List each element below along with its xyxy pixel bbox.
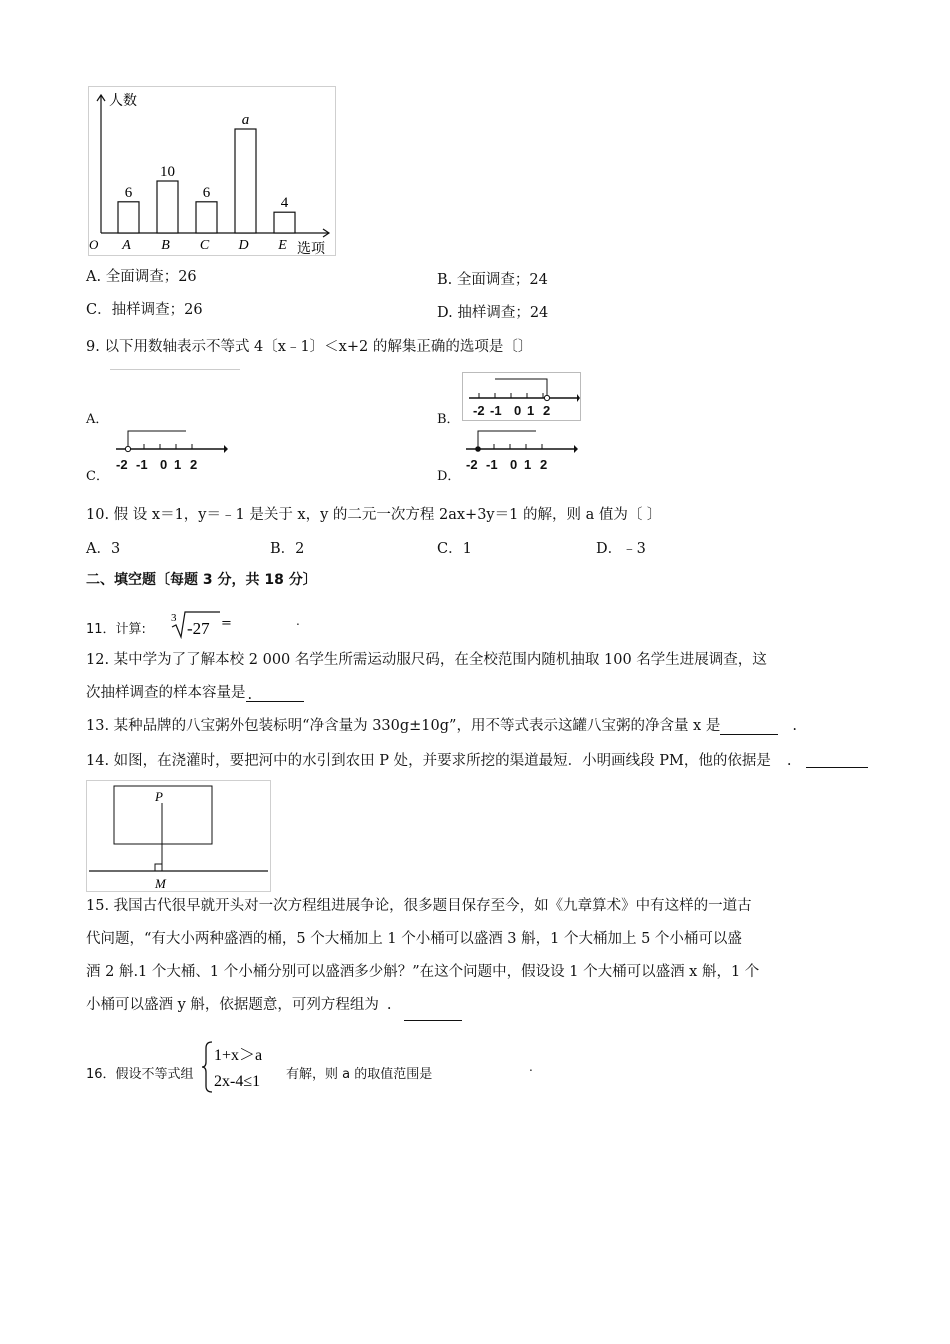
q15-answer-blank[interactable] [404,1020,462,1021]
tick-label: 2 [190,457,198,472]
q8-option-d: D. 抽样调查；24 [437,305,549,321]
number-line-c [112,428,230,476]
q11-equals: = [221,616,232,631]
inequality-system [202,1040,286,1094]
q12-line-2 [86,681,304,702]
label-m: M [155,876,166,891]
q16-prefix: 16．假设不等式组 [86,1067,194,1082]
bar [274,212,295,233]
tick-label: -2 [116,457,128,472]
tick-label: 0 [514,403,522,418]
bar-data-label: 4 [280,195,289,212]
radicand: -27 [187,619,210,638]
bar [157,181,178,233]
q12-answer-blank[interactable] [246,685,304,702]
q15-dot: . [386,997,392,1013]
q14-dot: . [786,753,792,769]
q14-line [86,749,791,770]
q8-option-a: A. 全面调查；26 [86,269,197,285]
tick-label: 1 [524,457,532,472]
q9-option-d-label: D． [437,469,461,484]
q9-option-a-label: A． [86,412,109,427]
category-tick-label: B [161,238,170,253]
radical-index: 3 [171,612,177,624]
bar [235,129,256,233]
category-tick-label: E [278,238,287,253]
tick-label: -2 [473,403,485,418]
tick-label: 0 [510,457,518,472]
tick-label: 2 [540,457,548,472]
q10-stem: 10. 假 设 x＝1，y＝﹣1 是关于 x，y 的二元一次方程 2ax+3y＝1 的解，则 a 值为〔 〕 [86,507,662,523]
field-river-svg [87,781,270,891]
inequality-brace-svg [202,1040,286,1094]
category-tick-label: A [122,238,131,253]
number-line-c-svg [112,428,230,476]
tick-label: 0 [160,457,168,472]
q11-dot: . [296,614,300,628]
q16-suffix: 有解，则 a 的取值范围是 [286,1067,433,1082]
bar-data-label: 6 [202,184,211,201]
number-line-b [462,372,581,421]
q12-dot: . [247,687,253,703]
q12-line-2-text: 次抽样调查的样本容量是 [86,685,246,701]
bar [196,202,217,233]
label-p: P [155,789,163,804]
q15-line-1: 15. 我国古代很早就开头对一次方程组进展争论，很多题目保存至今，如《九章算术》中有这样的一道古 [86,898,752,914]
q12-line-1: 12. 某中学为了了解本校 2 000 名学生所需运动服尺码，在全校范围内随机抽取 100 名学生进展调查，这 [86,652,767,668]
category-tick-label: C [199,238,210,253]
q14-answer-blank[interactable] [806,767,868,768]
x-axis-label: 选项 [297,241,325,255]
q13-text: 13. 某种品牌的八宝粥外包装标明“净含量为 330g±10g”，用不等式表示这罐八宝粥的净含量 x 是 [86,718,721,734]
tick-label: -1 [136,457,148,472]
q16-dot: . [529,1060,533,1074]
q15-line-4-text: 小桶可以盛酒 y 斛，依据题意，可列方程组为 [86,997,379,1013]
field-river-figure [86,780,271,892]
q9-option-a-figure [110,369,240,370]
bar-chart-svg [89,87,335,255]
bar-data-label: a [241,112,250,128]
q9-option-b-label: B． [437,412,460,427]
q15-line-3: 酒 2 斛.1 个大桶、1 个小桶分别可以盛酒多少斛？”在这个问题中，假设设 1 个大桶可以盛酒 x 斛，1 个 [86,964,760,980]
section-title: 二、填空题〔每题 3 分，共 18 分〕 [86,572,317,588]
q8-option-b: B. 全面调查；24 [437,272,548,288]
q11-prefix: 11．计算: [86,622,146,637]
q15-line-4 [86,993,392,1014]
q13-answer-blank[interactable] [720,718,778,735]
bar-chart [88,86,336,256]
inequality-1: 1+x＞a [214,1047,263,1064]
category-tick-label: D [238,238,249,253]
tick-label: -1 [490,403,502,418]
tick-label: -1 [486,457,498,472]
q10-option-a: A．3 [86,541,121,557]
tick-label: 1 [174,457,182,472]
tick-label: 1 [527,403,535,418]
radical-sign [170,609,222,639]
number-line-d-svg [462,428,580,476]
number-line-d [462,428,580,476]
cube-root-expression [170,609,222,639]
q13-line [86,714,797,735]
number-line-b-svg [463,373,580,420]
q15-line-2: 代问题，“有大小两种盛酒的桶，5 个大桶加上 1 个小桶可以盛酒 3 斛，1 个大桶加上 5 个小桶可以盛 [86,931,742,947]
inequality-2: 2x-4≤1 [214,1073,261,1090]
bar [118,202,139,233]
origin-label: O [89,237,99,252]
y-axis-label: 人数 [109,93,137,109]
q10-option-d: D．﹣3 [596,541,646,557]
q8-option-c: C．抽样调查；26 [86,302,203,318]
q10-option-c: C．1 [437,541,472,557]
q10-option-b: B．2 [270,541,305,557]
tick-label: -2 [466,457,478,472]
bar-data-label: 6 [124,184,133,201]
bar-data-label: 10 [160,164,175,180]
q14-text: 14. 如图，在浇灌时，要把河中的水引到农田 P 处，并要求所挖的渠道最短．小明画线段 PM，他的依据是 [86,753,771,769]
q9-option-c-label: C． [86,469,109,484]
tick-label: 2 [543,403,551,418]
q13-dot: . [792,718,797,734]
q9-stem: 9. 以下用数轴表示不等式 4〔x﹣1〕＜x+2 的解集正确的选项是〔〕 [86,339,533,355]
